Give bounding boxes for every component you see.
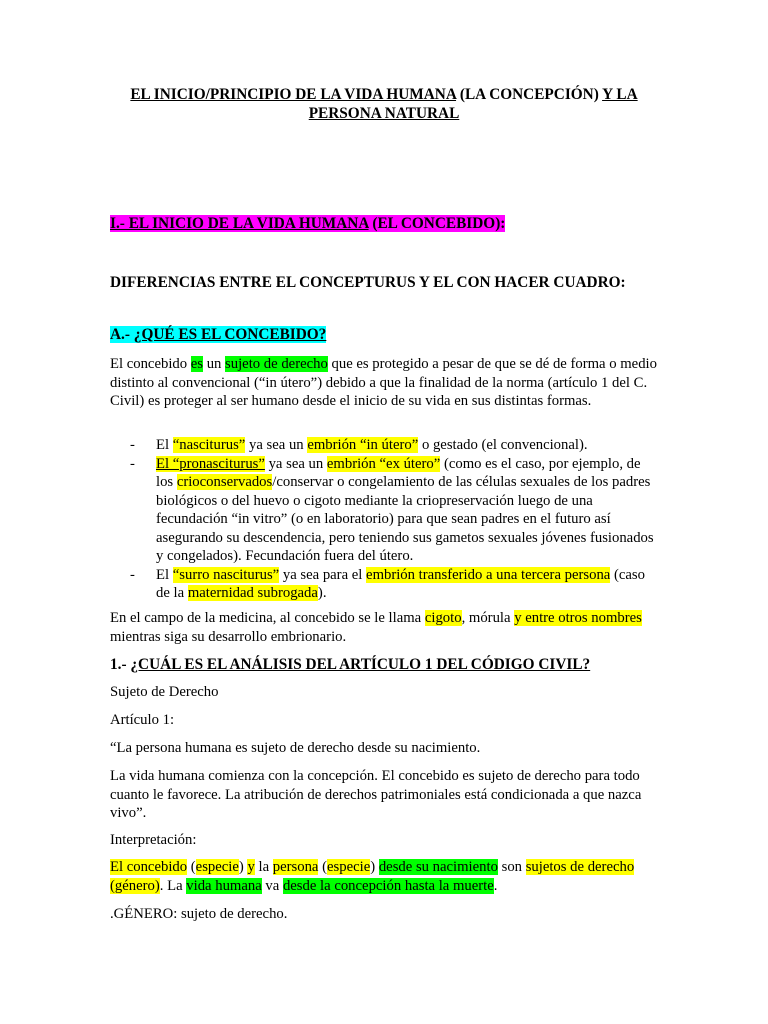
highlight-yellow: El “pronasciturus” — [156, 455, 265, 472]
section-a-prefix: A.- — [110, 326, 134, 343]
section-a-heading — [110, 325, 326, 344]
highlight-yellow: embrión transferido a una tercera persona — [366, 566, 611, 583]
text-run: . La — [159, 877, 187, 894]
title-line-2: PERSONA NATURAL — [308, 105, 460, 122]
section-a-question: ¿QUÉ ES EL CONCEBIDO? — [133, 326, 327, 343]
highlight-green: desde la concepción hasta la muerte — [282, 877, 494, 894]
medicina-paragraph — [110, 609, 658, 646]
highlight-yellow: crioconservados — [176, 474, 273, 490]
interpretacion-label: Interpretación: — [110, 832, 197, 848]
text-run: que es protegido a pesar de que se dé de forma o medio distinto al convencional (“in útero”) debido a que la finalidad de la norma (artículo 1 del C. Civil) es proteger al ser humano desde el inicio de su vida en sus distintas formas. — [110, 356, 657, 409]
highlight-yellow: “nasciturus” — [172, 437, 246, 453]
section-1-heading-b: (EL CONCEBIDO): — [368, 215, 506, 232]
concebido-types-list — [130, 436, 660, 603]
highlight-yellow: especie — [327, 859, 371, 875]
text-run: son — [497, 859, 526, 875]
list-dash: - — [130, 455, 135, 472]
text-run: . — [493, 877, 498, 894]
list-item-pronasciturus — [130, 455, 660, 566]
diferencias-heading: DIFERENCIAS ENTRE EL CONCEPTURUS Y EL CON HACER CUADRO: — [110, 274, 626, 291]
title-part-3: Y LA — [602, 86, 638, 103]
highlight-yellow: sujetos de derecho (género) — [110, 859, 635, 894]
text-run: En el campo de la medicina, al concebido se le llama — [110, 610, 425, 626]
text-run: (como es el caso, por ejemplo, de los — [156, 455, 641, 490]
highlight-yellow: embrión “ex útero” — [326, 455, 441, 472]
section-1-heading-a: I.- EL INICIO DE LA VIDA HUMANA — [110, 215, 369, 232]
list-dash: - — [130, 437, 135, 453]
text-run: , mórula — [461, 610, 515, 626]
highlight-yellow: maternidad subrogada — [187, 585, 318, 601]
section-1b-heading — [110, 655, 590, 674]
text-run: ya sea para el — [279, 566, 367, 583]
list-dash: - — [130, 566, 135, 583]
highlight-yellow: cigoto — [424, 610, 462, 626]
text-run: El concebido — [110, 356, 191, 372]
highlight-green: sujeto de derecho — [225, 356, 328, 372]
sujeto-label: Sujeto de Derecho — [110, 684, 219, 700]
document-title — [110, 85, 658, 123]
highlight-green: desde su nacimiento — [378, 859, 498, 875]
articulo-label: Artículo 1: — [110, 712, 175, 728]
highlight-yellow: y — [247, 859, 255, 875]
text-run: va — [261, 877, 283, 894]
text-run: o gestado (el convencional). — [418, 437, 588, 453]
text-run: ) — [238, 859, 248, 875]
highlight-yellow: especie — [195, 859, 239, 875]
highlight-yellow: El concebido — [110, 859, 188, 875]
list-item-surro-nasciturus — [130, 566, 660, 603]
title-part-1: EL INICIO/PRINCIPIO DE LA VIDA HUMANA — [130, 86, 457, 103]
genero-line: .GÉNERO: sujeto de derecho. — [110, 906, 288, 922]
text-run: ya sea un — [264, 455, 327, 472]
text-run: El — [156, 437, 173, 453]
highlight-yellow: persona — [272, 859, 319, 875]
text-run: ) — [370, 859, 379, 875]
list-item-nasciturus — [130, 436, 660, 455]
text-run: ). — [317, 585, 327, 601]
section-1-heading — [110, 214, 505, 233]
title-part-2: (LA CONCEPCIÓN) — [456, 86, 603, 103]
section-1b-prefix: 1.- — [110, 656, 131, 673]
text-run: ya sea un — [245, 437, 308, 453]
text-run: (caso de la — [156, 566, 645, 601]
highlight-green: vida humana — [186, 877, 262, 894]
text-run: un — [203, 356, 226, 372]
highlight-yellow: “surro nasciturus” — [172, 566, 280, 583]
section-1b-question: ¿CUÁL ES EL ANÁLISIS DEL ARTÍCULO 1 DEL CÓDIGO CIVIL? — [130, 656, 591, 673]
quote-paragraph-2: La vida humana comienza con la concepción. El concebido es sujeto de derecho para todo cuanto le favorece. La atribución de derechos patrimoniales está condicionada a que nazca vivo”. — [110, 768, 642, 821]
concebido-paragraph — [110, 355, 658, 411]
text-run: ( — [318, 859, 328, 875]
quote-line-1: “La persona humana es sujeto de derecho desde su nacimiento. — [110, 740, 481, 756]
text-run: ( — [187, 859, 196, 875]
interpretacion-paragraph — [110, 858, 658, 895]
highlight-green: es — [190, 356, 204, 372]
highlight-yellow: y entre otros nombres — [514, 610, 642, 626]
highlight-yellow: embrión “in útero” — [307, 437, 419, 453]
text-run: /conservar o congelamiento de las células sexuales de los padres biológicos o del huevo o cigoto mediante la criopreservación luego de una fecundación “in vitro” (o en laboratorio) para que sean padres en el futuro así asegurando su descendencia, pero teniendo sus gametos sexuales jóvenes fusionados y congelados). Fecundación fuera del útero. — [156, 474, 654, 564]
text-run: El — [156, 566, 173, 583]
text-run: la — [254, 859, 273, 875]
text-run: mientras siga su desarrollo embrionario. — [110, 628, 347, 645]
